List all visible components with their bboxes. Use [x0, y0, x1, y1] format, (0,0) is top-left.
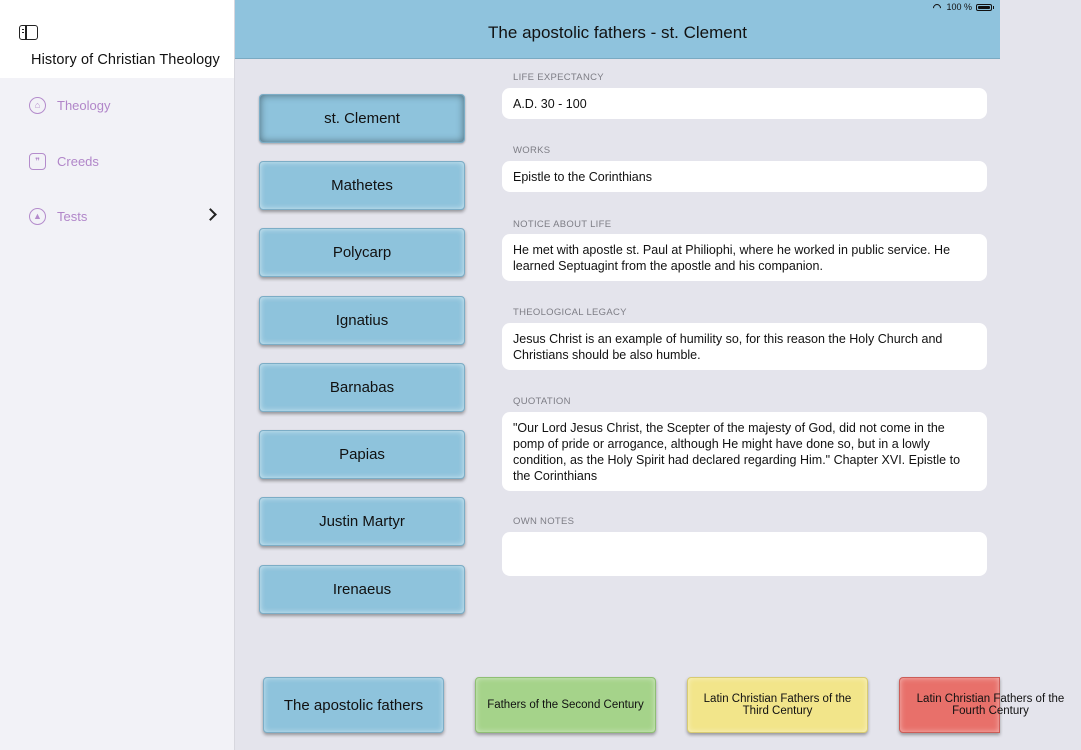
sidebar-header [0, 0, 234, 78]
notice-about-life-label: NOTICE ABOUT LIFE [513, 219, 612, 230]
works-field[interactable]: Epistle to the Corinthians [502, 161, 987, 192]
page-title: The apostolic fathers - st. Clement [488, 23, 747, 42]
sidebar-item-label: Creeds [57, 154, 99, 169]
sidebar [0, 0, 235, 750]
quotation-field[interactable]: "Our Lord Jesus Christ, the Scepter of the majesty of God, did not come in the pomp of pride or arrogance, although He might have done so, but in a lowly condition, as the Holy Spirit had declared regarding Him." Chapter XVI. Epistle to the Corinthians [502, 412, 987, 491]
own-notes-field[interactable] [502, 532, 987, 576]
house-icon: ⌂ [29, 97, 46, 114]
app-title: History of Christian Theology [31, 52, 220, 68]
father-button-papias[interactable]: Papias [259, 430, 465, 479]
father-button-st-clement[interactable]: st. Clement [259, 94, 465, 143]
life-expectancy-field[interactable]: A.D. 30 - 100 [502, 88, 987, 119]
life-expectancy-label: LIFE EXPECTANCY [513, 72, 604, 83]
sidebar-item-theology[interactable] [0, 86, 234, 126]
status-bar [932, 2, 992, 12]
quotation-label: QUOTATION [513, 396, 571, 407]
father-button-justin-martyr[interactable]: Justin Martyr [259, 497, 465, 546]
battery-percent: 100 % [946, 2, 972, 12]
sidebar-item-tests[interactable] [0, 197, 234, 237]
sidebar-toggle-icon[interactable] [19, 25, 38, 40]
era-button-latin-third-century[interactable]: Latin Christian Fathers of the Third Century [687, 677, 868, 733]
era-button-latin-fourth-century[interactable] [899, 677, 1065, 733]
sidebar-item-label: Theology [57, 98, 111, 113]
sidebar-item-label: Tests [57, 209, 88, 224]
theological-legacy-field[interactable]: Jesus Christ is an example of humility so, for this reason the Holy Church and Christians should be also humble. [502, 323, 987, 370]
father-button-irenaeus[interactable]: Irenaeus [259, 565, 465, 614]
theological-legacy-label: THEOLOGICAL LEGACY [513, 307, 627, 318]
chevron-right-icon [204, 208, 217, 221]
battery-icon [976, 4, 992, 11]
sidebar-item-creeds[interactable] [0, 142, 234, 182]
graduation-cap-icon: ▲ [29, 208, 46, 225]
father-button-ignatius[interactable]: Ignatius [259, 296, 465, 345]
era-button-second-century[interactable]: Fathers of the Second Century [475, 677, 656, 733]
header [235, 0, 1000, 59]
father-button-polycarp[interactable]: Polycarp [259, 228, 465, 277]
era-button-label: Latin Christian Fathers of the Fourth Century [916, 693, 1065, 717]
father-button-mathetes[interactable]: Mathetes [259, 161, 465, 210]
own-notes-label: OWN NOTES [513, 516, 575, 527]
wifi-icon [932, 4, 942, 11]
notice-about-life-field[interactable]: He met with apostle st. Paul at Philiophi, where he worked in public service. He learned Septuagint from the apostle and his companion. [502, 234, 987, 281]
quote-bubble-icon: ❞ [29, 153, 46, 170]
era-button-apostolic-fathers[interactable]: The apostolic fathers [263, 677, 444, 733]
father-button-barnabas[interactable]: Barnabas [259, 363, 465, 412]
works-label: WORKS [513, 145, 551, 156]
